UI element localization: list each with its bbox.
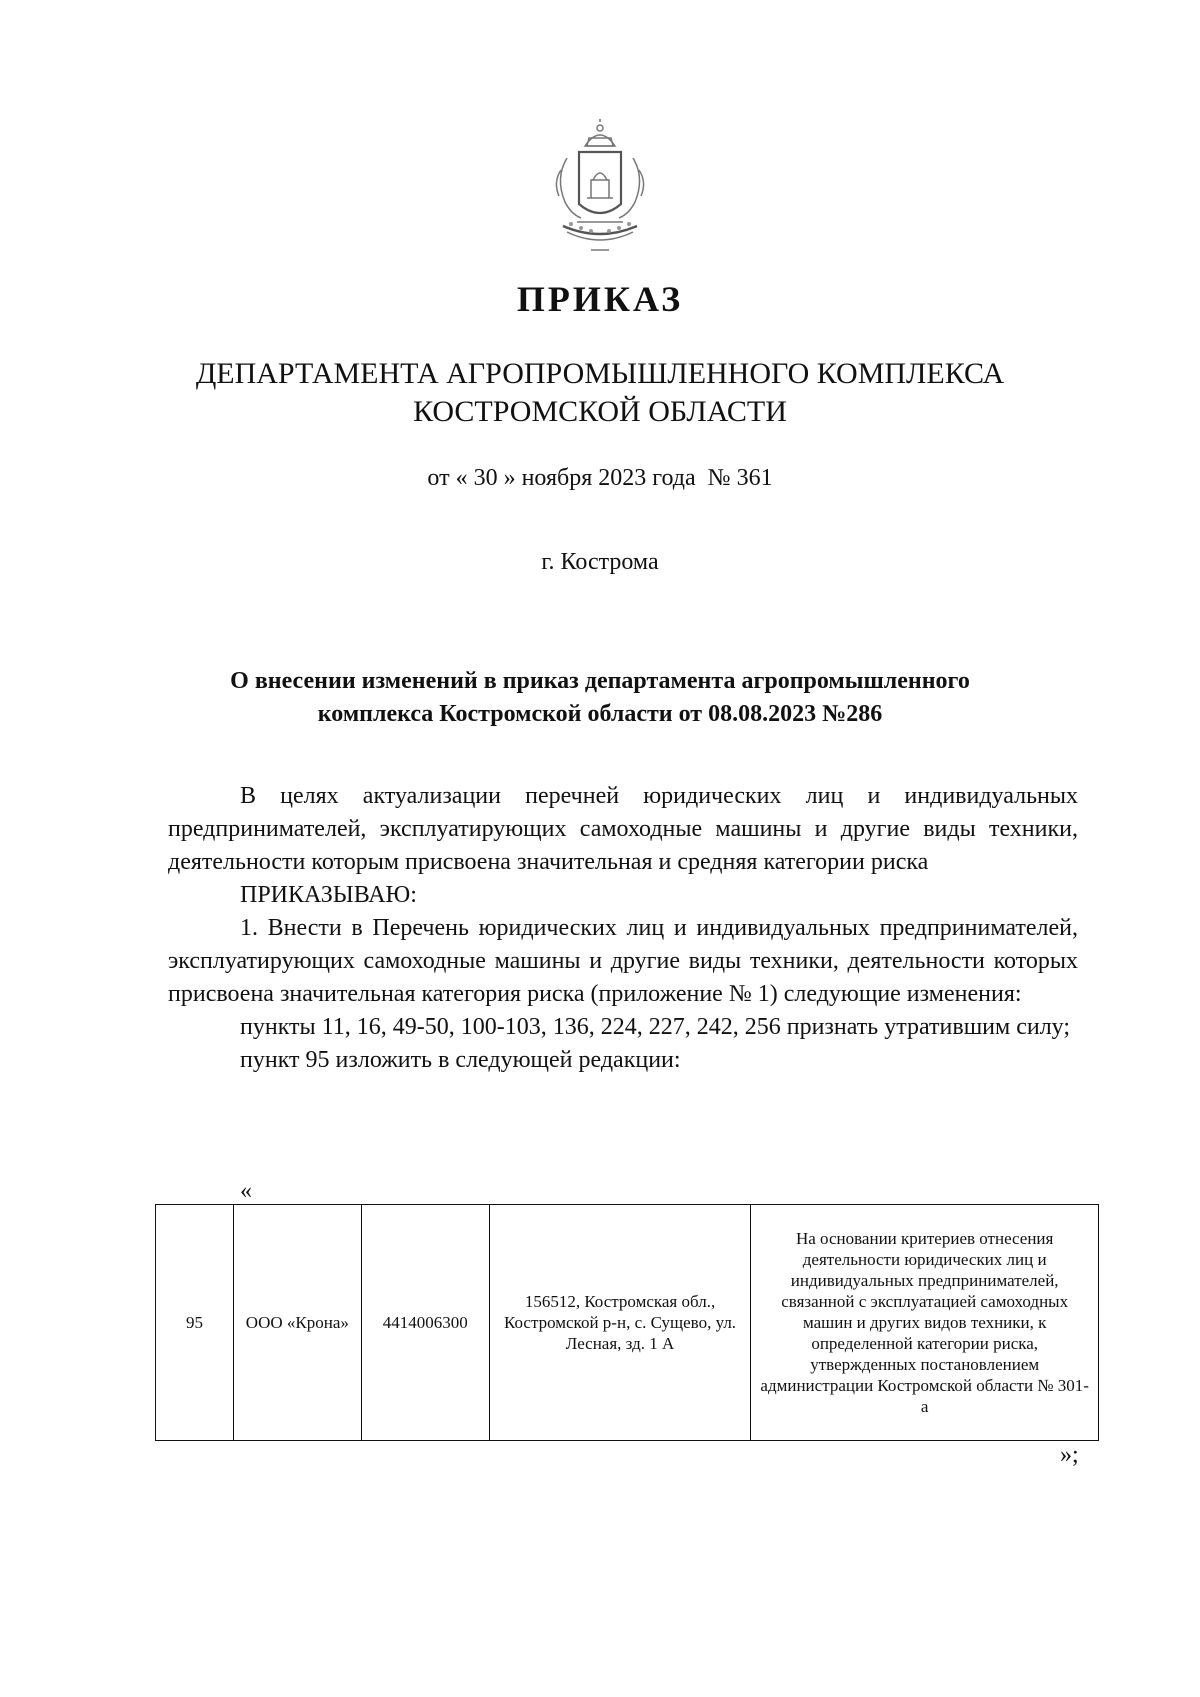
- order-body: [168, 780, 1078, 1077]
- item-1-paragraph: 1. Внести в Перечень юридических лиц и индивидуальных предпринимателей, эксплуатирующих самоходные машины и другие виды техники, деятельности которых присвоена значительная категория риска (приложение № 1) следующие изменения:: [168, 915, 1078, 1007]
- order-date-number: от « 30 » ноября 2023 года № 361: [427, 465, 773, 491]
- opening-quote: «: [240, 1178, 252, 1204]
- subject-line-2: комплекса Костромской области от 08.08.2023 №286: [317, 701, 883, 727]
- closing-quote: »;: [1060, 1442, 1079, 1468]
- department-name: [0, 355, 1200, 431]
- basis-cell: На основании критериев отнесения деятельности юридических лиц и индивидуальных предпринимателей, связанной с эксплуатацией самоходных машин и других видов техники, к определенной категории риска, утвержденных постановлением администрации Костромской области № 301-а: [751, 1205, 1099, 1441]
- point-95-paragraph: пункт 95 изложить в следующей редакции:: [240, 1047, 681, 1073]
- address-cell: 156512, Костромская обл., Костромской р-н, с. Сущево, ул. Лесная, зд. 1 А: [489, 1205, 751, 1441]
- intro-paragraph: В целях актуализации перечней юридических лиц и индивидуальных предпринимателей, эксплуатирующих самоходные машины и другие виды техники, деятельности которым присвоена значительная и средняя категории риска: [168, 783, 1078, 875]
- department-line-1: ДЕПАРТАМЕНТА АГРОПРОМЫШЛЕННОГО КОМПЛЕКСА: [195, 357, 1005, 390]
- department-line-2: КОСТРОМСКОЙ ОБЛАСТИ: [413, 395, 787, 428]
- organization-name-cell: ООО «Крона»: [233, 1205, 361, 1441]
- coat-of-arms-icon: [547, 118, 653, 258]
- order-city: г. Кострома: [541, 549, 659, 575]
- order-word: ПРИКАЗЫВАЮ:: [240, 882, 417, 908]
- subject-line-1: О внесении изменений в приказ департамента агропромышленного: [230, 668, 970, 694]
- amended-entries-table: [155, 1204, 1099, 1441]
- inn-cell: 4414006300: [361, 1205, 489, 1441]
- table-row: [156, 1205, 1099, 1441]
- document-title: ПРИКАЗ: [516, 279, 684, 319]
- order-subject: [0, 665, 1200, 731]
- row-number-cell: 95: [156, 1205, 234, 1441]
- void-points-paragraph: пункты 11, 16, 49-50, 100-103, 136, 224, 227, 242, 256 признать утратившим силу;: [240, 1014, 1071, 1040]
